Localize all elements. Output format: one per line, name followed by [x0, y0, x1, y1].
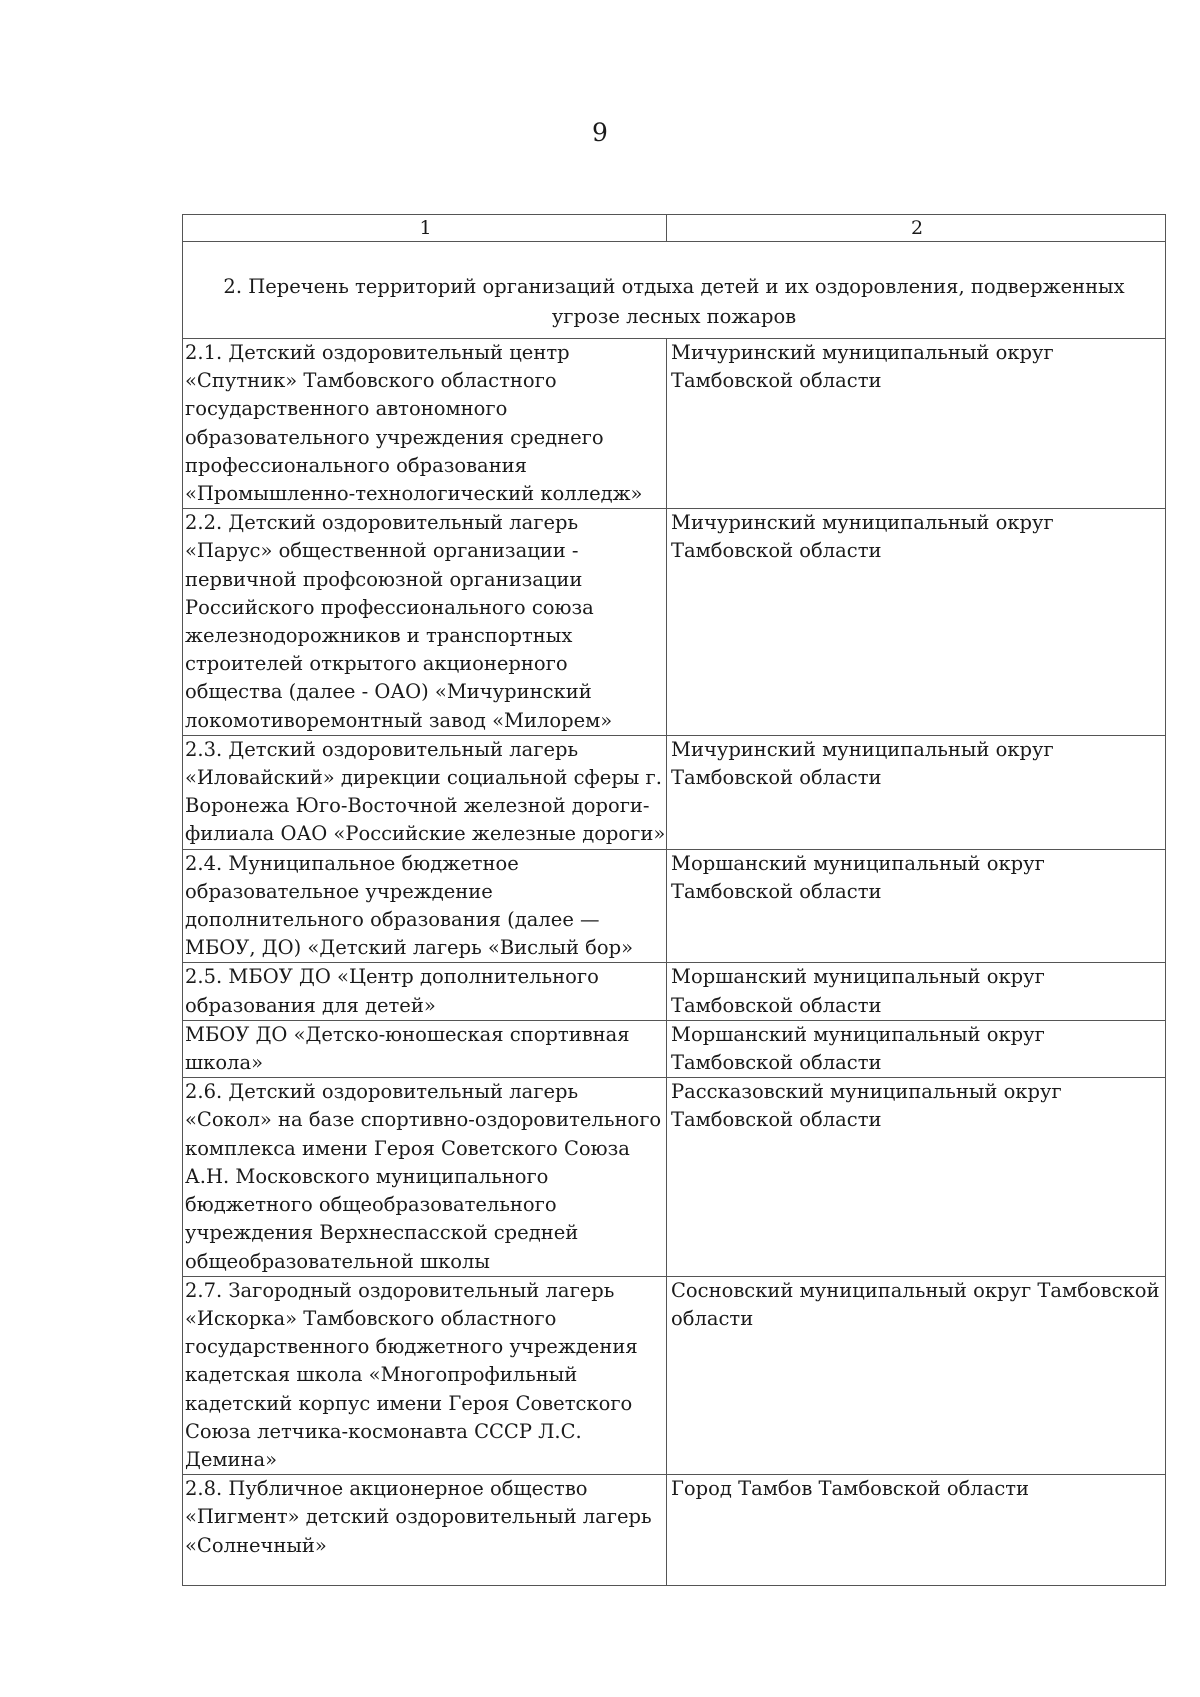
table-row [183, 849, 1166, 963]
section-row [183, 242, 1166, 339]
region-name: Сосновский муниципальный округ Тамбовской области [667, 1276, 1166, 1474]
organization-name: 2.8. Публичное акционерное общество «Пигмент» детский оздоровительный лагерь «Солнечный» [183, 1475, 667, 1586]
table-row [183, 1276, 1166, 1474]
organization-name: 2.2. Детский оздоровительный лагерь «Парус» общественной организации - первичной профсоюзной организации Российского профессионального союза железнодорожников и транспортных строителей открытого акционерного общества (далее - ОАО) «Мичуринский локомотиворемонтный завод «Милорем» [183, 509, 667, 736]
organization-name: 2.4. Муниципальное бюджетное образовательное учреждение дополнительного образования (далее — МБОУ, ДО) «Детский лагерь «Вислый бор» [183, 849, 667, 963]
page-number: 9 [592, 118, 608, 147]
organization-name: 2.6. Детский оздоровительный лагерь «Сокол» на базе спортивно-оздоровительного комплекса имени Героя Советского Союза А.Н. Московского муниципального бюджетного общеобразовательного учреждения Верхнеспасской средней общеобразовательной школы [183, 1078, 667, 1276]
table-row [183, 963, 1166, 1020]
table-row [183, 509, 1166, 736]
table-row [183, 339, 1166, 509]
region-name: Город Тамбов Тамбовской области [667, 1475, 1166, 1586]
organization-name: 2.5. МБОУ ДО «Центр дополнительного образования для детей» [183, 963, 667, 1020]
column-header-2: 2 [667, 215, 1166, 242]
column-header-1: 1 [183, 215, 667, 242]
organization-name: 2.3. Детский оздоровительный лагерь «Иловайский» дирекции социальной сферы г. Воронежа Юго-Восточной железной дороги-филиала ОАО «Российские железные дороги» [183, 735, 667, 849]
region-name: Рассказовский муниципальный округ Тамбовской области [667, 1078, 1166, 1276]
region-name: Моршанский муниципальный округ Тамбовской области [667, 963, 1166, 1020]
section-title: 2. Перечень территорий организаций отдыха детей и их оздоровления, подверженных угрозе лесных пожаров [183, 242, 1166, 339]
region-name: Моршанский муниципальный округ Тамбовской области [667, 849, 1166, 963]
table-row [183, 735, 1166, 849]
region-name: Моршанский муниципальный округ Тамбовской области [667, 1020, 1166, 1077]
table-row [183, 1078, 1166, 1276]
table-row [183, 1475, 1166, 1586]
table-row [183, 1020, 1166, 1077]
organization-name: 2.1. Детский оздоровительный центр «Спутник» Тамбовского областного государственного автономного образовательного учреждения среднего профессионального образования «Промышленно-технологический колледж» [183, 339, 667, 509]
region-name: Мичуринский муниципальный округ Тамбовской области [667, 735, 1166, 849]
region-name: Мичуринский муниципальный округ Тамбовской области [667, 509, 1166, 736]
region-name: Мичуринский муниципальный округ Тамбовской области [667, 339, 1166, 509]
territories-table [182, 214, 1166, 1586]
table-header-row [183, 215, 1166, 242]
organization-name: МБОУ ДО «Детско-юношеская спортивная школа» [183, 1020, 667, 1077]
organization-name: 2.7. Загородный оздоровительный лагерь «Искорка» Тамбовского областного государственного бюджетного учреждения кадетская школа «Многопрофильный кадетский корпус имени Героя Советского Союза летчика-космонавта СССР Л.С. Демина» [183, 1276, 667, 1474]
